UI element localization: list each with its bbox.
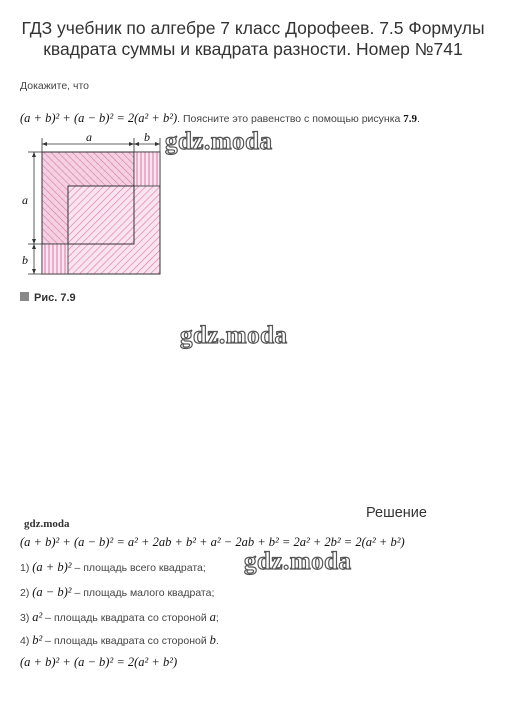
watermark-3: gdz.moda bbox=[244, 548, 352, 575]
label-b-top: b bbox=[144, 132, 150, 144]
watermark-small: gdz.moda bbox=[24, 518, 70, 530]
task-fig-ref: 7.9 bbox=[403, 113, 418, 125]
figure-7-9 bbox=[16, 132, 176, 312]
task-statement: (a + b)² + (a − b)² = 2(a² + b²). Поясните это равенство с помощью рисунка 7.9. bbox=[20, 111, 420, 125]
title-line-2: квадрата суммы и квадрата разности. Номер №741 bbox=[43, 39, 463, 59]
title-line-1: ГДЗ учебник по алгебре 7 класс Дорофеев. 7.5 Формулы bbox=[21, 18, 485, 38]
solution-item-4: 4) b² – площадь квадрата со стороной b. bbox=[20, 633, 219, 647]
watermark-2: gdz.moda bbox=[180, 322, 288, 349]
square-a-minus-b bbox=[68, 186, 134, 244]
solution-equation: (a + b)² + (a − b)² = a² + 2ab + b² + a² − 2ab + b² = 2a² + 2b² = 2(a² + b²) bbox=[20, 535, 405, 549]
label-b-left: b bbox=[22, 253, 28, 267]
solution-title: Решение bbox=[366, 505, 427, 521]
task-formula: (a + b)² + (a − b)² = 2(a² + b²) bbox=[20, 111, 178, 125]
strip-left bbox=[42, 244, 68, 274]
task-prompt: Докажите, что bbox=[20, 80, 89, 92]
item-4-expr: b² bbox=[32, 633, 43, 647]
label-a-top: a bbox=[86, 132, 92, 144]
figure-caption: Рис. 7.9 bbox=[34, 292, 76, 304]
page-title bbox=[0, 18, 506, 60]
final-equation: (a + b)² + (a − b)² = 2(a² + b²) bbox=[20, 655, 178, 669]
solution-item-2: 2) (a − b)² – площадь малого квадрата; bbox=[20, 585, 215, 599]
item-2-expr: (a − b)² bbox=[32, 585, 72, 599]
watermark-1: gdz.moda bbox=[165, 128, 273, 155]
solution-item-3: 3) a² – площадь квадрата со стороной a; bbox=[20, 610, 219, 624]
solution-item-1: 1) (a + b)² – площадь всего квадрата; bbox=[20, 560, 206, 574]
caption-marker bbox=[20, 292, 29, 301]
item-1-expr: (a + b)² bbox=[32, 560, 72, 574]
strip-right bbox=[134, 152, 160, 186]
label-a-left: a bbox=[22, 193, 28, 207]
task-text: . Поясните это равенство с помощью рисунка bbox=[177, 113, 404, 125]
item-3-expr: a² bbox=[32, 610, 43, 624]
